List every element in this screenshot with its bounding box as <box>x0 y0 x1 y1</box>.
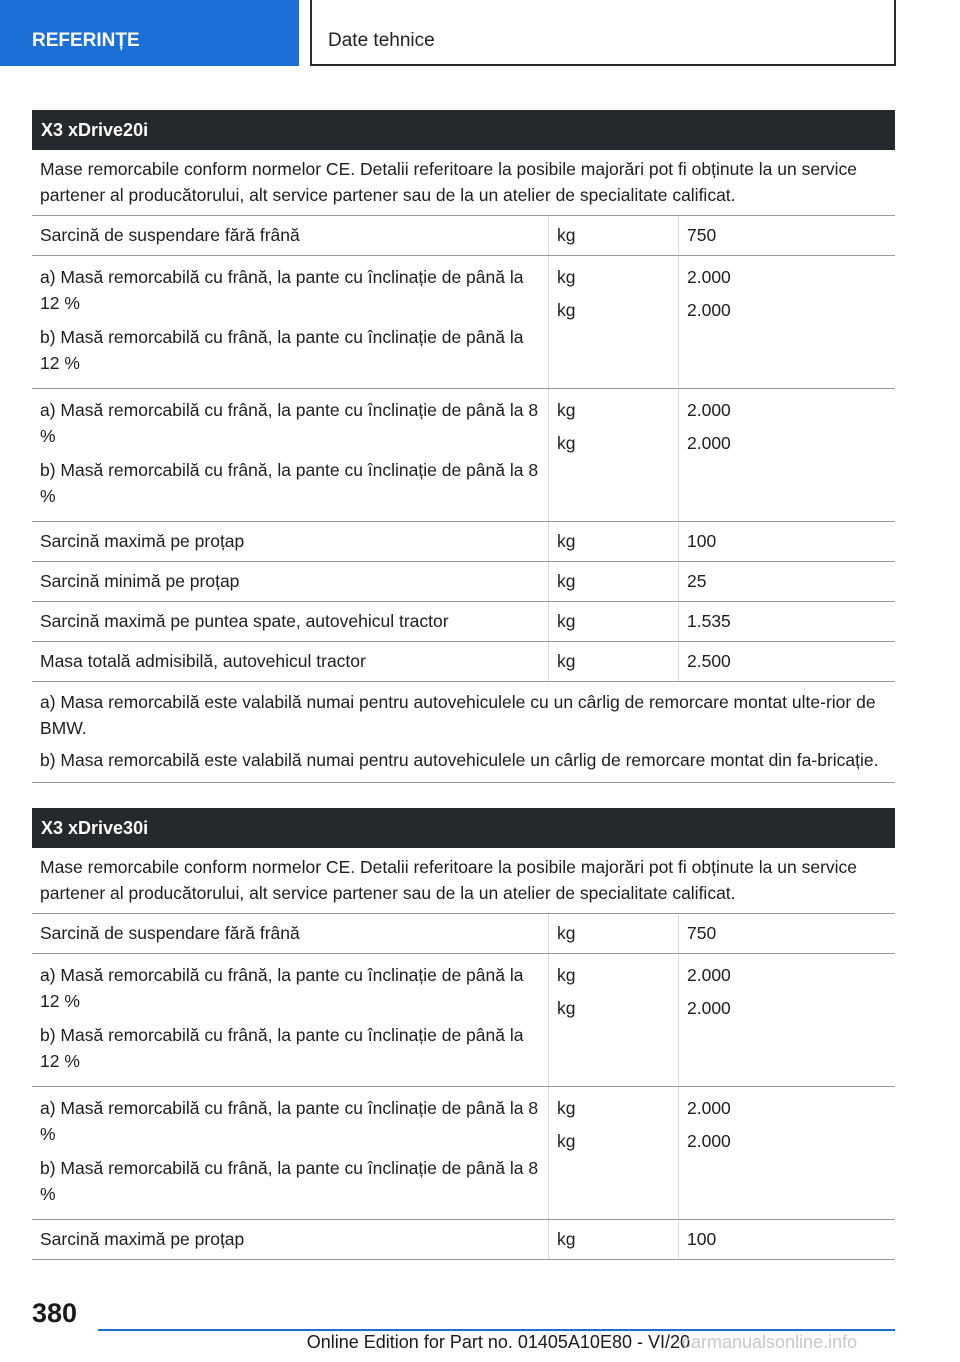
unit-b: kg <box>557 300 576 320</box>
table-row <box>32 1087 895 1220</box>
row-label: Sarcină de suspendare fără frână <box>32 914 549 953</box>
row-label: Sarcină maximă pe proțap <box>32 1220 549 1259</box>
row-unit <box>549 954 679 1086</box>
row-unit <box>549 256 679 388</box>
value-a: 2.000 <box>687 267 731 287</box>
watermark: carmanualsonline.info <box>682 1332 858 1352</box>
row-unit <box>549 1087 679 1219</box>
value-b: 2.000 <box>687 998 731 1018</box>
label-a: a) Masă remorcabilă cu frână, la pante cu înclinație de până la 8 % <box>40 400 539 446</box>
row-unit: kg <box>549 642 679 681</box>
row-value: 2.500 <box>687 651 731 671</box>
table-row <box>32 389 895 522</box>
spec-table-xdrive20i <box>32 110 895 783</box>
row-label: Sarcină maximă pe proțap <box>32 522 549 561</box>
table-row <box>32 216 895 256</box>
edition-text: Online Edition for Part no. 01405A10E80 - VI/20 <box>306 1332 690 1352</box>
table-row <box>32 522 895 562</box>
table-row <box>32 642 895 682</box>
footer-divider <box>98 1329 895 1331</box>
row-label <box>32 389 549 521</box>
value-a: 2.000 <box>687 400 731 420</box>
row-unit: kg <box>549 1220 679 1259</box>
table-row <box>32 1220 895 1260</box>
value-b: 2.000 <box>687 433 731 453</box>
section-tab[interactable]: REFERINȚE <box>0 0 299 66</box>
row-unit: kg <box>549 562 679 601</box>
page-number: 380 <box>32 1298 78 1328</box>
unit-b: kg <box>557 433 576 453</box>
spec-table-xdrive30i <box>32 808 895 1260</box>
label-a: a) Masă remorcabilă cu frână, la pante cu înclinație de până la 12 % <box>40 267 524 313</box>
label-a: a) Masă remorcabilă cu frână, la pante cu înclinație de până la 12 % <box>40 965 524 1011</box>
table-row <box>32 914 895 954</box>
row-value <box>679 954 895 1086</box>
label-a: a) Masă remorcabilă cu frână, la pante cu înclinație de până la 8 % <box>40 1098 539 1144</box>
row-label <box>32 1087 549 1219</box>
unit-a: kg <box>557 1098 576 1118</box>
table-row <box>32 256 895 389</box>
row-value: 750 <box>687 225 717 245</box>
row-label: Sarcină minimă pe proțap <box>32 562 549 601</box>
row-value: 750 <box>687 923 717 943</box>
value-b: 2.000 <box>687 300 731 320</box>
value-a: 2.000 <box>687 1098 731 1118</box>
table-notes <box>32 682 895 783</box>
row-value <box>679 389 895 521</box>
row-value: 100 <box>687 531 717 551</box>
row-value <box>679 1087 895 1219</box>
row-label: Masa totală admisibilă, autovehicul tractor <box>32 642 549 681</box>
unit-b: kg <box>557 998 576 1018</box>
row-value: 100 <box>687 1229 717 1249</box>
row-value <box>679 256 895 388</box>
row-unit: kg <box>549 522 679 561</box>
row-label <box>32 954 549 1086</box>
table-row <box>32 602 895 642</box>
label-b: b) Masă remorcabilă cu frână, la pante cu înclinație de până la 12 % <box>40 1025 524 1071</box>
page-title: Date tehnice <box>310 0 896 66</box>
row-label <box>32 256 549 388</box>
table-row <box>32 954 895 1087</box>
row-unit: kg <box>549 602 679 641</box>
row-unit <box>549 389 679 521</box>
label-b: b) Masă remorcabilă cu frână, la pante cu înclinație de până la 8 % <box>40 460 539 506</box>
table-title: X3 xDrive30i <box>32 808 895 848</box>
row-value: 1.535 <box>687 611 731 631</box>
table-title: X3 xDrive20i <box>32 110 895 150</box>
value-b: 2.000 <box>687 1131 731 1151</box>
table-intro: Mase remorcabile conform normelor CE. Detalii referitoare la posibile majorări pot fi obținute la un service partener al producătorului, alt service partener sau de la un atelier de specialitate calificat. <box>32 848 895 914</box>
row-unit: kg <box>549 914 679 953</box>
unit-b: kg <box>557 1131 576 1151</box>
table-intro: Mase remorcabile conform normelor CE. Detalii referitoare la posibile majorări pot fi obținute la un service partener al producătorului, alt service partener sau de la un atelier de specialitate calificat. <box>32 150 895 216</box>
unit-a: kg <box>557 267 576 287</box>
label-b: b) Masă remorcabilă cu frână, la pante cu înclinație de până la 12 % <box>40 327 524 373</box>
row-unit: kg <box>549 216 679 255</box>
note-b: b) Masa remorcabilă este valabilă numai pentru autovehiculele un cârlig de remorcare montat din fa-bricație. <box>40 750 879 770</box>
note-a: a) Masa remorcabilă este valabilă numai pentru autovehiculele cu un cârlig de remorcare montat ulte-rior de BMW. <box>40 692 876 738</box>
value-a: 2.000 <box>687 965 731 985</box>
row-label: Sarcină de suspendare fără frână <box>32 216 549 255</box>
row-value: 25 <box>687 571 707 591</box>
unit-a: kg <box>557 965 576 985</box>
table-row <box>32 562 895 602</box>
unit-a: kg <box>557 400 576 420</box>
row-label: Sarcină maximă pe puntea spate, autovehicul tractor <box>32 602 549 641</box>
label-b: b) Masă remorcabilă cu frână, la pante cu înclinație de până la 8 % <box>40 1158 539 1204</box>
